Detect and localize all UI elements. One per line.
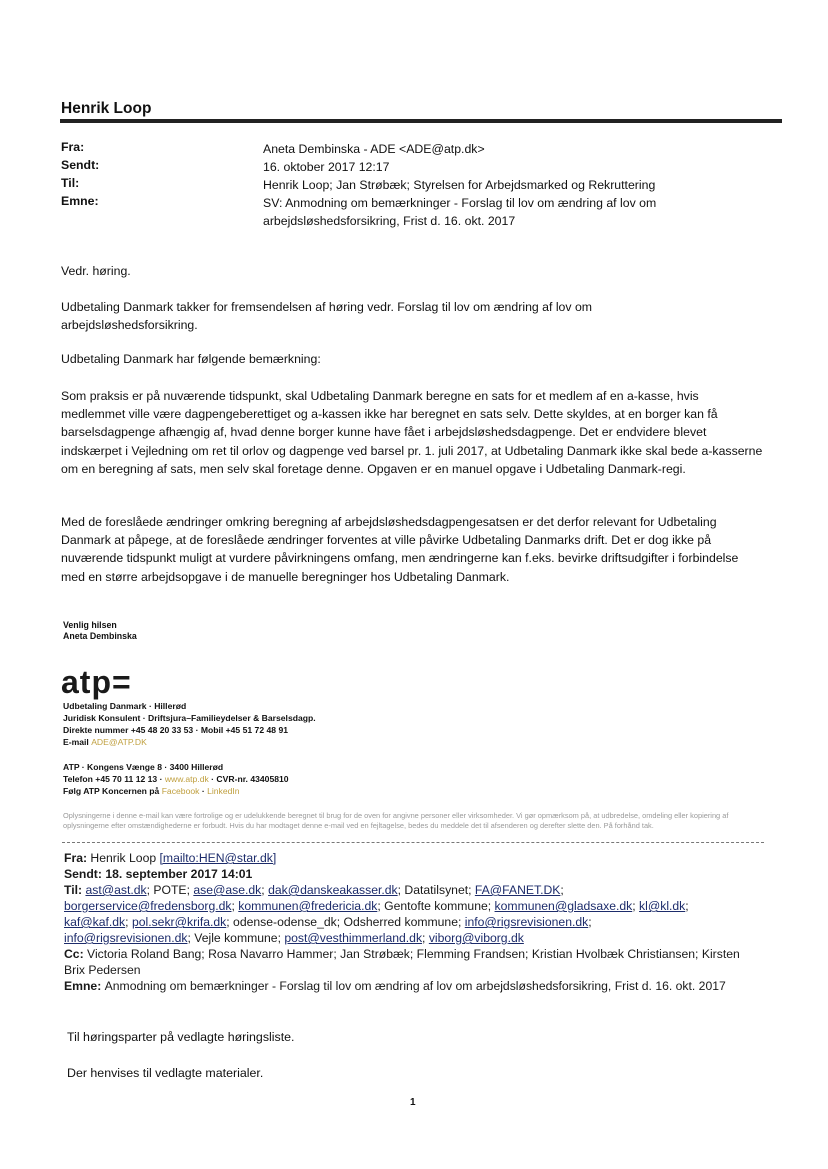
fwd-subject-line	[64, 978, 764, 994]
recipient-link[interactable]: info@rigsrevisionen.dk	[64, 931, 188, 945]
signature-cvr: · CVR-nr. 43405810	[208, 774, 289, 784]
from-label: Fra:	[61, 140, 85, 154]
fwd-subject-value: Anmodning om bemærkninger - Forslag til lov om ændring af lov om arbejdsløshedsforsikring, Frist d. 16. okt. 2017	[104, 979, 726, 993]
linkedin-link[interactable]: LinkedIn	[207, 786, 240, 796]
fwd-from-line	[64, 850, 764, 866]
signature-closing: Venlig hilsen	[63, 620, 117, 630]
fwd-sent-line	[64, 866, 764, 882]
forward-divider	[62, 842, 764, 843]
body2-line-1: Til høringsparter på vedlagte høringsliste.	[67, 1030, 295, 1044]
recipient-link[interactable]: viborg@viborg.dk	[428, 931, 524, 945]
body2-line-2: Der henvises til vedlagte materialer.	[67, 1066, 264, 1080]
fwd-to-line	[64, 882, 764, 898]
signature-phone-label: Telefon +45 70 11 12 13 ·	[63, 774, 165, 784]
signature-follow-line	[63, 786, 240, 797]
atp-logo: atp=	[61, 664, 132, 700]
recipient-sep: ;	[588, 915, 592, 929]
fwd-to-line-3	[64, 914, 764, 930]
recipient-sep: ;	[422, 931, 429, 945]
recipient-link[interactable]: borgerservice@fredensborg.dk	[64, 899, 232, 913]
recipient-link[interactable]: ast@ast.dk	[85, 883, 147, 897]
header-rule	[60, 119, 782, 123]
recipient-sep: ; Vejle kommune;	[187, 931, 285, 945]
sent-label: Sendt:	[61, 158, 100, 172]
greeting: Vedr. høring.	[61, 264, 131, 278]
fwd-from-name: Henrik Loop	[90, 851, 157, 865]
recipient-sep: ; odense-odense_dk; Odsherred kommune;	[226, 915, 465, 929]
facebook-link[interactable]: Facebook	[161, 786, 200, 796]
recipient-link[interactable]: dak@danskeakasser.dk	[268, 883, 398, 897]
recipient-sep: ; POTE;	[146, 883, 194, 897]
fwd-sent-value: 18. september 2017 14:01	[105, 867, 253, 881]
recipient-link[interactable]: kaf@kaf.dk	[64, 915, 126, 929]
recipient-sep: ;	[231, 899, 239, 913]
to-value: Henrik Loop; Jan Strøbæk; Styrelsen for Arbejdsmarked og Rekruttering	[263, 178, 656, 192]
recipient-sep: ;	[560, 883, 564, 897]
recipient-sep: ;	[261, 883, 269, 897]
signature-org: Udbetaling Danmark · Hillerød	[63, 701, 187, 711]
recipient-link[interactable]: post@vesthimmerland.dk	[284, 931, 423, 945]
fwd-cc-label: Cc:	[64, 947, 84, 961]
recipient-sep: ;	[685, 899, 689, 913]
recipient-sep: ;	[125, 915, 132, 929]
subject-value: SV: Anmodning om bemærkninger - Forslag til lov om ændring af lov om arbejdsløshedsforsikring, Frist d. 16. okt. 2017	[263, 196, 657, 228]
recipient-sep: ; Gentofte kommune;	[377, 899, 495, 913]
recipient-link[interactable]: kl@kl.dk	[639, 899, 686, 913]
document-owner-name: Henrik Loop	[61, 100, 152, 117]
signature-phone: Direkte nummer +45 48 20 33 53 · Mobil +45 51 72 48 91	[63, 725, 289, 735]
signature-email-label: E-mail	[63, 737, 92, 747]
fwd-from-mailto-link[interactable]: [mailto:HEN@star.dk]	[159, 851, 277, 865]
fwd-to-label: Til:	[64, 883, 83, 897]
paragraph-2: Udbetaling Danmark har følgende bemærkning:	[61, 352, 321, 366]
sent-value: 16. oktober 2017 12:17	[263, 160, 390, 174]
signature-email-line	[63, 737, 147, 748]
subject-label: Emne:	[61, 194, 99, 208]
fwd-sent-label: Sendt:	[64, 867, 102, 881]
disclaimer-text: Oplysningerne i denne e-mail kan være fortrolige og er udelukkende beregnet til brug for de oven for angivne personer eller virksomheder. Vi gør opmærksom på, at udbredelse, omdeling eller kopiering af oplysningerne efter omstændighederne er forbudt. Hvis du har modtaget denne e-mail ved en fejltagelse, bedes du meddele det til afsenderen og derefter slette den. På forhånd tak.	[63, 811, 729, 830]
recipient-link[interactable]: ase@ase.dk	[193, 883, 262, 897]
paragraph-1: Udbetaling Danmark takker for fremsendelsen af høring vedr. Forslag til lov om ændring af lov om arbejdsløshedsforsikring.	[61, 300, 593, 333]
fwd-cc-line	[64, 946, 764, 979]
page-number: 1	[410, 1097, 416, 1108]
recipient-sep: ; Datatilsynet;	[397, 883, 475, 897]
recipient-link[interactable]: kommunen@gladsaxe.dk	[494, 899, 633, 913]
paragraph-3: Som praksis er på nuværende tidspunkt, skal Udbetaling Danmark beregne en sats for et medlem af en a-kasse, hvis medlemmet ville være dagpengeberettiget og a-kassen ikke har beregnet en sats selv. Dette skyldes, at en borger kan få barselsdagpenge afhængig af, hvad denne borger kunne have fået i arbejdsløshedsdagpenge. Det er endvidere blevet indskærpet i Vejledning om ret til orlov og dagpenge ved barsel pr. 1. juli 2017, at Udbetaling Danmark ikke skal bede a-kasserne om en beregning af sats, men selv skal foretage denne. Opgaven er en manuel opgave i Udbetaling Danmark-regi.	[61, 389, 763, 476]
signature-title: Juridisk Konsulent · Driftsjura–Familieydelser & Barselsdagp.	[63, 713, 316, 723]
recipient-link[interactable]: info@rigsrevisionen.dk	[464, 915, 589, 929]
fwd-to-line-4	[64, 930, 764, 946]
link-separator: ·	[199, 786, 208, 796]
fwd-to-line-2	[64, 898, 764, 914]
paragraph-4: Med de foreslåede ændringer omkring beregning af arbejdsløshedsdagpengesatsen er det derfor relevant for Udbetaling Danmark at påpege, at de foreslåede ændringer forventes at ville påvirke Udbetaling Danmarks drift. Det er dog ikke på nuværende tidspunkt muligt at vurdere påvirkningens omfang, men ændringerne kan f.eks. bevirke driftsudgifter i forbindelse med en større arbejdsopgave i de manuelle beregninger hos Udbetaling Danmark.	[61, 515, 739, 584]
fwd-cc-value: Victoria Roland Bang; Rosa Navarro Hammer; Jan Strøbæk; Flemming Frandsen; Kristian Hvolbæk Christiansen; Kirsten Brix Pedersen	[64, 947, 740, 978]
fwd-subject-label: Emne:	[64, 979, 102, 993]
website-link[interactable]: www.atp.dk	[164, 774, 209, 784]
signature-address: ATP · Kongens Vænge 8 · 3400 Hillerød	[63, 762, 224, 772]
to-label: Til:	[61, 176, 80, 190]
from-value: Aneta Dembinska - ADE <ADE@atp.dk>	[263, 142, 485, 156]
recipient-sep: ;	[632, 899, 640, 913]
signature-contact-line	[63, 774, 289, 785]
recipient-link[interactable]: kommunen@fredericia.dk	[238, 899, 378, 913]
signature-email-link[interactable]: ADE@ATP.DK	[91, 737, 147, 747]
signature-name: Aneta Dembinska	[63, 631, 137, 641]
signature-follow-label: Følg ATP Koncernen på	[63, 786, 162, 796]
fwd-from-label: Fra:	[64, 851, 88, 865]
recipient-link[interactable]: FA@FANET.DK	[474, 883, 561, 897]
recipient-link[interactable]: pol.sekr@krifa.dk	[131, 915, 227, 929]
